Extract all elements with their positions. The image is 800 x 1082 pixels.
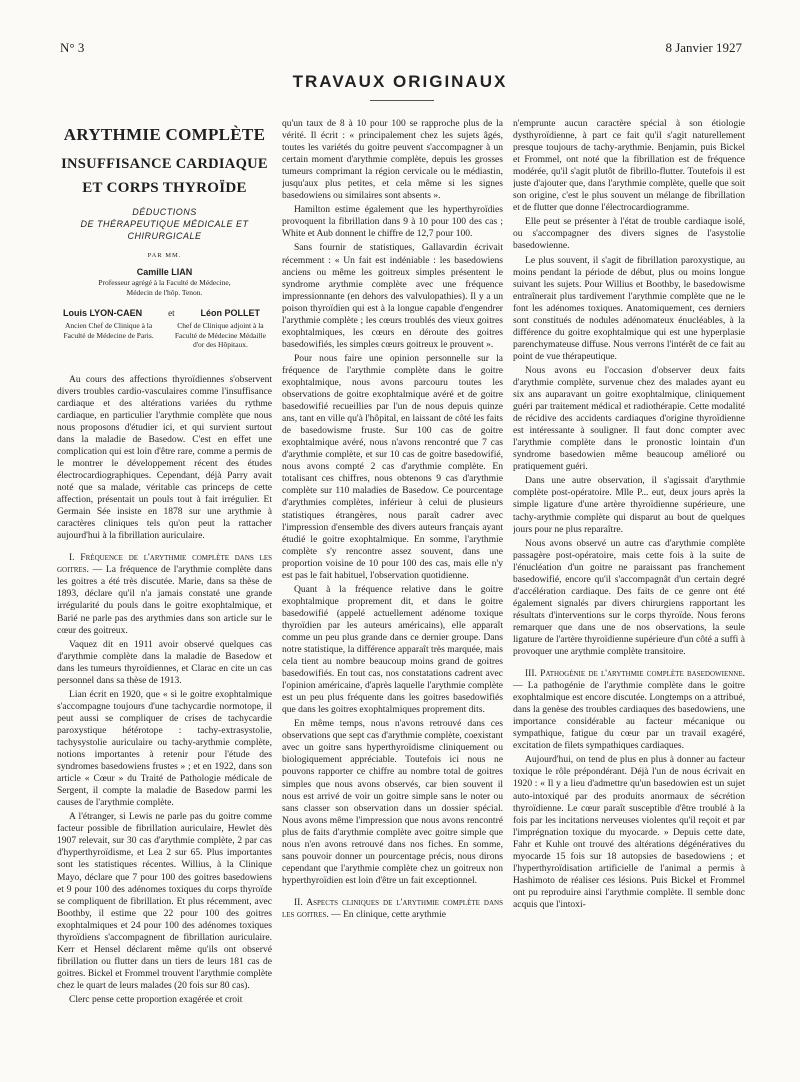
paragraph: Pour nous faire une opinion personnelle sur la fréquence de l'arythmie complète dans le goitre exophtalmique, nous avons parcouru toutes les observations de goitre exophtalmique avéré et de goitre basedowifié recueillies par l'un de nous depuis quinze ans, tant en ville qu'à l'hôpital, en laissant de côté les faits de basedowisme fruste. Sur 100 cas de goitre exophtalmique avéré, nous n'avons rencontré que 7 cas d'arythmie complète, et sur 10 cas de goitre basedowifié, nous avons compté 2 cas d'arythmie complète. En totalisant ces chiffres, nous obtenons 9 cas d'arythmie complète sur 110 maladies de Basedow. Ce pourcentage d'arythmies complètes, inférieur à celui de plusieurs statistiques étrangères, nous paraît cadrer avec l'impression d'ensemble des divers auteurs français ayant étudié le goitre exophtalmique. En somme, l'arythmie complète s'y rencontre assez souvent, dans une proportion voisine de 10 pour 100 des cas, mais elle n'y est pas le fait habituel, l'observation quotidienne.	[282, 352, 503, 581]
paragraph: n'emprunte aucun caractère spécial à son étiologie dysthyroïdienne, à part ce fait qu'il s'agit naturellement presque toujours de tachy-arythmie. Benjamin, puis Bickel et Frommel, ont noté que la fibrillation est de fréquence modérée, qu'il s'agit plutôt de fibrillo-flutter. Toutefois il est juste d'ajouter que, dans l'arythmie complète, quelle que soit son origine, c'est le plus souvent un mélange de fibrillation et de flutter que donne l'électrocardiogramme.	[513, 118, 745, 214]
section-3-paragraph	[513, 668, 745, 752]
paragraph: Sans fournir de statistiques, Gallavardin écrivait récemment : « Un fait est indéniable : les basedowiens anciens ou même les goitreux simples présentent le syndrome arythmie complète avec une fréquence impressionnante (en dehors des valvulopathies). Il y a un poison thyroïdien qui est à la longue capable d'engendrer l'arythmie complète ; les cœurs troublés des vieux goitres exophtalmiques, les cœurs en déroute des goitres basedowifiés, les simples cœurs goitreux le prouvent ».	[282, 242, 503, 350]
article-title-line2: INSUFFISANCE CARDIAQUE	[61, 156, 268, 172]
section-1-heading: I. Fréquence de l'arythmie complète dans les goitres.	[57, 552, 272, 576]
paragraph: Aujourd'hui, on tend de plus en plus à donner au facteur toxique le rôle prépondérant. Déjà l'un de nous écrivait en 1920 : « Il y a lieu d'admettre qu'un basedowien est un sujet auto-intoxiqué par des produits anormaux de sécrétion thyroïdienne. Le cœur paraît susceptible d'être troublé à la fois par les incitations nerveuses violentes qu'il reçoit et par l'imprégnation toxique du myocarde. » Depuis cette date, Fahr et Kuhle ont trouvé des altérations dégénératives du myocarde 15 fois sur 18 autopsies de basedowiens ; et l'hyperthyroïdisation artificielle de l'animal a permis à Hashimoto de réaliser ces lésions. Puis Bickel et Frommel ont pu reproduire ainsi l'arythmie complète. Il semble donc acquis que l'intoxi-	[513, 754, 745, 910]
section-title: TRAVAUX ORIGINAUX	[292, 72, 508, 91]
issue-number: N° 3	[60, 40, 85, 55]
authors-row	[57, 307, 272, 319]
paragraph: En même temps, nous n'avons retrouvé dans ces observations que sept cas d'arythmie complète, coexistant avec un goitre sans hyperthyroïdisme cliniquement ou biologiquement appréciable. Toutefois ici nous ne pouvons rapporter ce chiffre au nombre total de goitres simples que nous avons observés, car bien souvent il nous est arrivé de voir un goitre simple sans le noter ou sans classer son observation dans un dossier spécial. Nous avons même l'impression que nous avons rencontré plus de faits d'arythmie complète avec goitre simple que nous n'en avons retrouvé dans nos fiches. En somme, sans pouvoir donner un pourcentage précis, nous dirons cependant que l'arythmie complète chez un goitreux non hyperthyroïdien est loin d'être un fait exceptionnel.	[282, 718, 503, 886]
section-1-text: — La fréquence de l'arythmie complète dans les goitres a été très discutée. Marie, dans sa thèse de 1893, déclare qu'il n'a jamais constaté une grande irrégularité du pouls dans le goitre exophtalmique, et Barié ne parle pas des arythmies dans son article sur le cœur des goitreux.	[57, 564, 272, 636]
article-title-line3: ET CORPS THYROÏDE	[82, 180, 247, 196]
paragraph: Elle peut se présenter à l'état de trouble cardiaque isolé, ou s'accompagner des divers signes de l'asystolie basedowienne.	[513, 216, 745, 252]
section-rule	[370, 100, 434, 101]
paragraph: Dans une autre observation, il s'agissait d'arythmie complète post-opératoire. Mlle P... eut, deux jours après la simple ligature d'une artère thyroïdienne supérieure, une tachy-arythmie complète qui disparut au bout de quelques jours pour ne plus reparaître.	[513, 475, 745, 535]
paragraph: Au cours des affections thyroïdiennes s'observent divers troubles cardio-vasculaires comme l'insuffisance cardiaque et des altérations variées du rythme cardiaque, en particulier l'arythmie complète que nous nous proposons d'étudier ici, et qui survient surtout dans la maladie de Basedow. C'est en effet une complication qui est loin d'être rare, comme a permis de le montrer le développement récent des études électrocardiographiques. Cependant, déjà Parry avait noté que sa malade, véritable cas princeps de cette affection, présentait un pouls tout à fait irrégulier. Et Germain Sée insiste en 1878 sur une arythmie à caractères cliniques tels qu'on peut la rattacher aujourd'hui à la fibrillation auriculaire.	[57, 373, 272, 542]
author-lyon-caen-aff: Ancien Chef de Clinique à la Faculté de Médecine de Paris.	[63, 321, 154, 340]
affiliations-row	[57, 321, 272, 350]
paragraph: Lian écrit en 1920, que « si le goitre exophtalmique s'accompagne toujours d'une tachycardie normotope, il peut aussi se compliquer de crises de tachycardie paroxystique hétérotope : tachy-extrasystolie, tachysystolie auriculaire ou tachy-arythmie complète, notions importantes à retenir pour l'étude des syndromes basedowiens frustes » ; et en 1922, dans son article « Cœur » du Traité de Pathologie médicale de Sergent, il compte la maladie de Basedow parmi les causes de l'arythmie complète.	[57, 688, 272, 809]
paragraph: Nous avons eu l'occasion d'observer deux faits d'arythmie complète, survenue chez des malades ayant eu six ans auparavant un goitre exophtalmique, cliniquement guéri par traitement médical et radiothérapie. Cette modalité de récidive des accidents cardiaques d'origine thyroïdienne est intéressante à souligner. Il faut donc compter avec l'arythmie complète dans le pronostic lointain d'un syndrome basedowien même beaucoup amélioré ou pratiquement guéri.	[513, 364, 745, 473]
section-2-text: — En clinique, cette arythmie	[331, 909, 446, 920]
paragraph: qu'un taux de 8 à 10 pour 100 se rapproche plus de la vérité. Il écrit : « principalement chez les sujets âgés, toutes les variétés du goitre peuvent s'accompagner à un certain moment d'arythmie complète, depuis les grosses tumeurs comprimant la région cervicale ou le médiastin, jusqu'aux plus petites, et cela même si les signes basedowiens ou similaires sont absents ».	[282, 118, 503, 202]
section-3-text: — La pathogénie de l'arythmie complète dans le goitre exophtalmique est encore discutée. Longtemps on a attribué, dans la genèse des troubles cardiaques des basedowiens, une importance considérable au facteur mécanique ou sympathique, fatigue du cœur par un travail exagéré, excitation de filets sympathiques cardiaques.	[513, 680, 745, 752]
section-2-heading: II. Aspects cliniques de l'arythmie complète dans les goitres.	[282, 896, 503, 920]
column-2	[282, 118, 503, 1070]
paragraph: Quant à la fréquence relative dans le goitre exophtalmique proprement dit, et dans le goitre basedowifié (appelé actuellement adénome toxique thyroïdien par les auteurs américains), elle apparaît comme un peu plus grande dans ce dernier groupe. Dans notre statistique, la différence apparaît très marquée, mais cela tient au nombre beaucoup moins grand de goitres basedowifiés. En tout cas, nos constatations cadrent avec l'opinion américaine, d'après laquelle l'arythmie complète est un peu plus fréquente dans les goitres basedowifiés que dans les goitres exophtalmiques proprement dits.	[282, 583, 503, 716]
author-lian-aff2: Médecin de l'hôp. Tenon.	[126, 287, 203, 297]
page-header	[60, 40, 742, 62]
par-mm: PAR MM.	[147, 252, 182, 259]
author-conjunction: et	[168, 308, 175, 319]
article-title-line1: ARYTHMIE COMPLÈTE	[63, 125, 266, 144]
paragraph: Hamilton estime également que les hyperthyroïdies provoquent la fibrillation dans 9 à 10 pour 100 des cas ; White et Aub donnent le chiffre de 12,7 pour 100.	[282, 204, 503, 240]
author-lian-aff1: Professeur agrégé à la Faculté de Médecine,	[98, 278, 231, 288]
paragraph: Nous avons observé un autre cas d'arythmie complète passagère post-opératoire, mais cette fois à la suite de l'énucléation d'un goitre ne paraissant pas franchement basedowifié, encore qu'il s'accompagnât d'un certain degré d'accélération cardiaque. Des faits de ce genre ont été également signalés par divers chirurgiens rapportant les résultats d'interventions sur le corps thyroïde. Nous ferons remarquer que dans une de nos observations, la seule ligature de l'artère thyroïdienne supérieure d'un côté a suffi à provoquer une arythmie complète transitoire.	[513, 537, 745, 658]
deductions-subtitle: DE THÉRAPEUTIQUE MÉDICALE ET CHIRURGICALE	[80, 219, 249, 241]
section-1-paragraph	[57, 552, 272, 636]
section-3-heading: III. Pathogénie de l'arythmie complète basedowienne.	[525, 668, 745, 680]
author-lian: Camille LIAN	[136, 267, 193, 278]
issue-date: 8 Janvier 1927	[665, 40, 742, 55]
paragraph: Vaquez dit en 1911 avoir observé quelques cas d'arythmie complète dans la maladie de Basedow et dans les tumeurs thyroïdiennes, et Clarac en cite un cas personnel dans sa thèse de 1913.	[57, 638, 272, 686]
author-pollet-aff: Chef de Clinique adjoint à la Faculté de Médecine Médaille d'or des Hôpitaux.	[174, 321, 266, 350]
column-1	[57, 118, 272, 1070]
paragraph: A l'étranger, si Lewis ne parle pas du goitre comme facteur possible de fibrillation auriculaire, Hewlet dès 1907 relevait, sur 30 cas d'arythmie complète, 2 par cas d'hyperthyroïdisme, et Lea 2 sur 65. Plus importantes sont les statistiques récentes. Willius, à la Clinique Mayo, déclare que 7 pour 100 des goitres basedowiens et 9 pour 100 des adénomes toxiques du corps thyroïde se compliquent de fibrillation. Et plus récemment, avec Boothby, il estime que 22 pour 100 des goitres exophtalmiques et 24 pour 100 des adénomes toxiques thyroïdiens s'accompagnent de fibrillation auriculaire. Kerr et Hensel déclarent même qu'ils ont observé fibrillation ou flutter dans un tiers de leurs 181 cas de goitres. Bickel et Frommel trouvent l'arythmie complète chez le quart de leurs malades (20 fois sur 80 cas).	[57, 811, 272, 991]
section-2-paragraph	[282, 897, 503, 921]
paragraph: Le plus souvent, il s'agit de fibrillation paroxystique, au moins pendant la période de début, plus ou moins longue suivant les sujets. Pour Willius et Boothby, le basedowisme entraînerait plus tardivement l'arythmie complète que ne le font les adénomes toxiques. Anatomiquement, ces derniers sont constitués de nodules adénomateux énucléables, à la différence du goitre exophtalmique qui est une hyperplasie parenchymateuse diffuse. Nous verrons l'intérêt de ce fait au point de vue thérapeutique.	[513, 254, 745, 362]
deductions-label: DÉDUCTIONS	[132, 207, 197, 217]
column-3	[513, 118, 745, 1070]
author-pollet: Léon POLLET	[200, 308, 260, 319]
author-lyon-caen: Louis LYON-CAEN	[63, 308, 143, 319]
paragraph: Clerc pense cette proportion exagérée et croit	[69, 993, 243, 1005]
